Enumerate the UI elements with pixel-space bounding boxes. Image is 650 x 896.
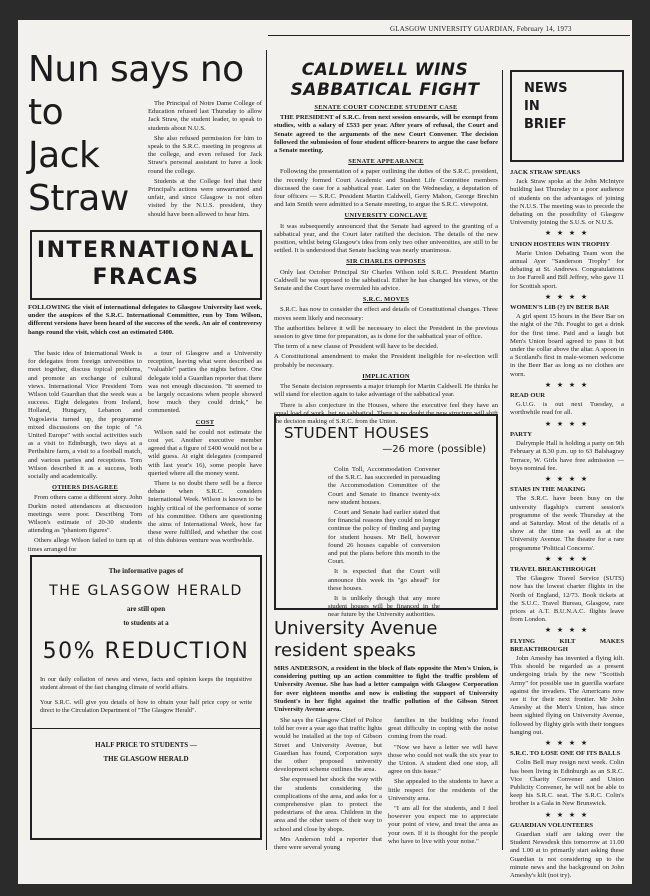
avenue-col2: families in the building who found great difficulty in coping with the noise coming from the road. "Now we have a letter we will have those who could not walk the six year to the Union. A student died one stop, all agree on this issue." She appealed to the students to have a little respect for the residents of the University area. "I am all for the students, and I feel however you expect me to appreciate your point of view, and treat the area as your own. If it is thought for the people who have to live with your noise." bbox=[388, 717, 498, 845]
newspaper-page bbox=[18, 20, 632, 884]
caldwell-headline: CALDWELL WINS SABBATICAL FIGHT bbox=[290, 60, 480, 100]
avenue-col1: She says the Glasgow Chief of Police told her over a year ago that traffic lights would be installed at the top of Gibson Street and University Avenue, but Guardian has found, Corporation says the other proposed university development scheme outlines the area. She expressed her shock the way with the students considering the complications of the area, and asks for a comprehensive plan to protect the pedestrians of the area. Children in the area and the other users of their way to school and close by shops. Mrs Anderson told a reporter that there were several young bbox=[274, 717, 382, 852]
intl-headline: INTERNATIONAL FRACAS bbox=[30, 230, 262, 300]
avenue-headline: University Avenue resident speaks bbox=[274, 618, 438, 661]
news-in-brief-heading: NEWS IN BRIEF bbox=[510, 70, 624, 162]
student-houses-box: STUDENT HOUSES —26 more (possible) Colin Toll, Accommodation Convener of the S.R.C. has succeeded in persuading the Accommodation Committee of the Court and Senate to finance twenty-six new student houses. Court and Senate had earlier stated that for financial reasons they could no longer continue the policy of finding and paying for student houses. Mr Bell, however found 26 houses capable of conversion and put the plans before this month to the Court. It is expected that the Court will announce this week its "go ahead" for these houses. It is unlikely though that any more student houses will be financed in the near future by the University authorities. bbox=[274, 414, 498, 610]
news-in-brief-items: JACK STRAW SPEAKS Jack Straw spoke at the John McIntyre building last Thursday to a poor audience of students on the advantages of joining the N.U.S. The meeting was to precede the debating on the possibility of Glasgow University joining the S.U.S. or N.U.S. ★ ★ ★ ★ UNION HOSTERS WIN TROPHY Marie Union Debating Team won the annual Ayer "Sanderson Trophy" for debating at St. Andrews. Congratulations to Joe Farrell and Bill Jeffrey, who gave 11 for Scottish sport. ★ ★ ★ ★ WOMEN'S LIB (?) IN BEER BAR A girl spent 15 hours in the Beer Bar on the night of the 7th. Fought to get a drink for the first time. Paid and a laugh but Men's Union board agreed to pass it but under the collar above the altar. A spoon in a Scotland's first in male-women welcome in the Beer Bar as long as no clothes are worn. ★ ★ ★ ★ READ OUR G.U.G. is out next Tuesday, a worthwhile read for all. ★ ★ ★ ★ PARTY Dalrymple Hall is holding a party on 9th February at 8.30 p.m. up to 63 Balshagray Terrace, W. Girls have free admission — boys nominal fee. ★ ★ ★ ★ STARS IN THE MAKING The S.R.C. have been busy on the university flagship's current session's programme of the week Thursday at the and at Saturday. Most of the details of a show at the time as well as at the University Avenue. The theatre for a rare programme 'Political Concerns'. ★ ★ ★ ★ TRAVEL BREAKTHROUGH The Glasgow Travel Service (SUTS) now has the lowest charter flights in the North of England, 12/73. Book tickets at the S.U.C. Travel Bureau, Glasgow, rare prices at A.T. B.U.N.A.C. flights leave from London. ★ ★ ★ ★ FLYING KILT MAKES BREAKTHROUGH John Ameshy has invented a flying kilt. This should be regarded as a present undergoing trials by the new "Scottish Army" for possible use in guerilla warfare against the invaders. The Americans now see it for their next frontier. Mr John Ameshy at the Men's Union, has since been sighted flying on University Avenue, followed by flighty girls with their tongues hanging out. ★ ★ ★ ★ S.R.C. TO LOSE ONE OF ITS BALLS Colin Bell may resign next week. Colin has been living in Edinburgh as an S.R.C. Vice Charity Convener and Union Publicity Convener, he will not be able to keep his S.R.C. seat. The S.R.C. Colin's brother is a Gala in New Brunswick. ★ ★ ★ ★ GUARDIAN VOLUNTEERS Guardian staff are taking over the Student Newsdesk this tomorrow at 11.00 and 1.00 at to primarily start asking these Guardian is not considering up to the minute news and the background on John Ameshy's kilt (not try). bbox=[510, 169, 624, 880]
intl-lead: FOLLOWING the visit of international delegates to Glasgow University last week, under the auspices of the S.R.C. International Committee, run by Tom Wilson, different versions have been heard of the success of the week. An air of controversy hangs round the visit, which cost an estimated £400. bbox=[28, 304, 262, 336]
intl-col1: The basic idea of International Week is for delegates from foreign universities to meet together, discuss topical problems, and promote an exchange of cultural views. International Vice President Tom Wilson told Guardian that the week was a success. Eight delegates from Ireland, Holland, Hungary, Lebanon and Yugoslavia turned up, the programme mixed discussions on the topic of "A United Europe" with social activities such as a visit to Edinburgh, two days at a Perthshire farm, a visit to a football match, and various parties and receptions. Tom Wilson described it as a success, both socially and academically. OTHERS DISAGREE From others came a different story. John Durkin noted attendances at discussion meetings were poor. Describing Tom Wilson's estimate of 20-30 students attending as "phantom figures". Others allege Wilson failed to turn up at times arranged for bbox=[28, 350, 142, 553]
caldwell-article: SENATE COURT CONCEDE STUDENT CASE THE PRESIDENT of S.R.C. from next session onwards, will be exempt from studies, with a salary of £533 per year. After years of refusal, the Court and Senate agreed to the arguments of the new Court Convener. The decision followed the submission of four student officer-bearers to argue the case before a Senate meeting. SENATE APPEARANCE Following the presentation of a paper outlining the duties of the S.R.C. president, the recently formed Court Academic and Student Life Committee members discussed the case for a sabbatical year. Later on the Wednesday, a deputation of four officers — S.R.C. President Martin Caldwell, Gerry Mahon, George Brechin and Iain Smith were admitted to a Senate meeting, to argue the S.R.C. viewpoint. UNIVERSITY CONCLAVE It was subsequently announced that the Senate had agreed to the granting of a sabbatical year, and the Court later ratified the decision. The details of the new position, whilst being Glasgow's idea from only two other universities, are still to be settled. It is understood that Senate backing was nearly unanimous. SIR CHARLES OPPOSES Only last October Principal Sir Charles Wilson told S.R.C. President Martin Caldwell he was opposed to the sabbatical. Either he has changed his views, or the Senate and the Court have overruled his advice. S.R.C. MOVES S.R.C. has now to consider the effect and details of Constitutional changes. Three moves seem likely and necessary: The authorities believe it will be necessary to elect the President in the previous session to give time for preparation, as is done for the sabbatical year of office. The term of a new clause of President will have to be decided. A Constitutional amendment to make the President ineligible for re-election will probably be necessary. IMPLICATION The Senate decision represents a major triumph for Martin Caldwell. He thinks he will stand for election again to take advantage of the sabbatical year. There is also conjecture in the Houses, where the executive feel they have an equal load of work, but no sabbatical. There is no doubt the new structure will shift the decision making of S.R.C. from the Union. bbox=[274, 104, 498, 425]
masthead: GLASGOW UNIVERSITY GUARDIAN, February 14, 1973 bbox=[390, 25, 572, 33]
intl-col2: a tour of Glasgow and a University reception, leaving what were described as "valuable" parties the nights before. One delegate told a Guardian reporter that there was not enough discussion. "It seemed to be largely occasions when people showed how much they could drink," he commented. COST Wilson said he could not estimate the cost yet. Another executive member agreed that a figure of £400 would not be a wild guess. At eight delegates (compared with last year's 16), some people have queried where all the money went. There is no doubt there will be a fierce debate when S.R.C. considers International Week. Wilson is known to be highly critical of the performance of some of his committee. Others are questioning the aims of International Week, how far these were fulfilled, and whether the cost of this dubious venture was worthwhile. bbox=[148, 350, 262, 545]
nun-headline: Nun says no to Jack Straw bbox=[28, 49, 244, 219]
nun-article: The Principal of Notre Dame College of Education refused last Thursday to allow Jack Straw, the student leader, to speak to students about N.U.S. She also refused permission for him to speak to the S.R.C. meeting in progress at the college, and even refused for Jack Straw's personal assistant to have a look round the college. Students at the College feel that their Principal's actions were unwarranted and unfair, and since Glasgow is not often visited by the N.U.S. president, they should have been allowed to hear him. bbox=[148, 100, 262, 218]
avenue-lead: MRS ANDERSON, a resident in the block of flats opposite the Men's Union, is considering putting up an action committee to fight the traffic problem of University Avenue. She has had a letter campaign with Glasgow Corporation for over eighteen months and now is enlisting the support of University Student's in her fight against the traffic pollution of the Gibson Street University Avenue area. bbox=[274, 665, 498, 714]
herald-advert: The informative pages of THE GLASGOW HERALD are still open to students at a 50% REDUCTION In our daily collation of news and views, facts and opinion keeps the inquisitive student abreast of the fast changing climate of world affairs. Your S.R.C. will give you details of how to obtain your half price copy or write direct to the Circulation Department of "The Glasgow Herald". HALF PRICE TO STUDENTS — THE GLASGOW HERALD bbox=[30, 555, 262, 840]
